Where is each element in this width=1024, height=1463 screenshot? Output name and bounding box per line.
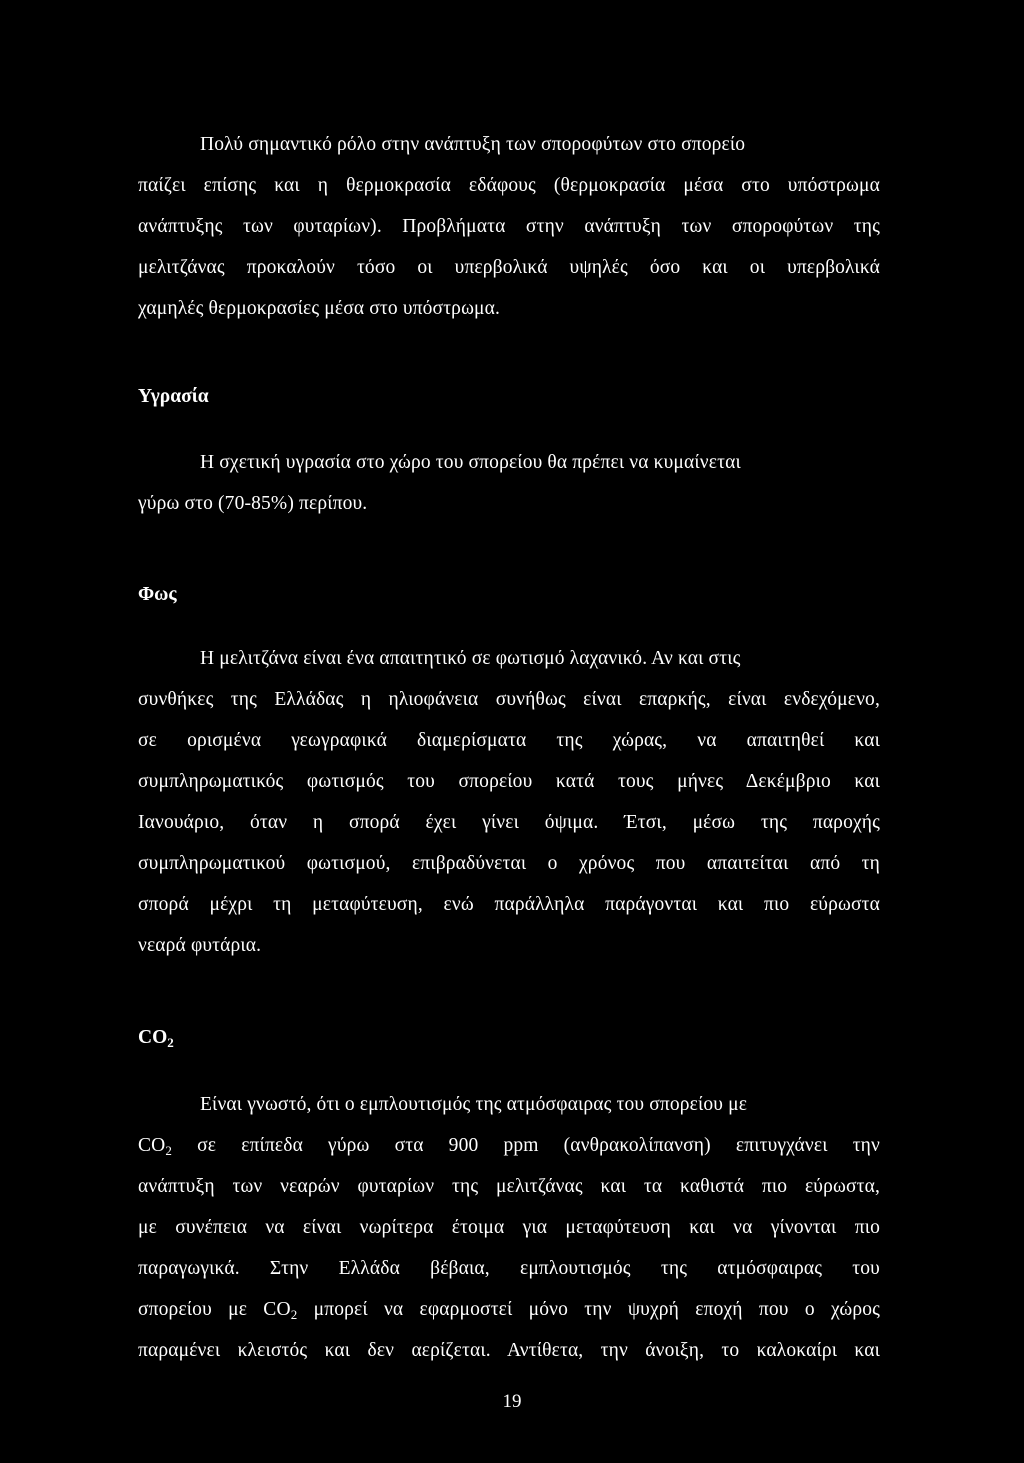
heading-co2-main: CO xyxy=(138,1027,168,1048)
text-line: χαμηλές θερμοκρασίες μέσα στο υπόστρωμα. xyxy=(138,298,501,319)
text-line: Η σχετική υγρασία στο χώρο του σπορείου θα πρέπει να κυμαίνεται xyxy=(200,452,741,473)
text-line: με συνέπεια να είναι νωρίτερα έτοιμα για μεταφύτευση και να γίνονται πιο xyxy=(138,1217,880,1238)
co2-formula: CO xyxy=(138,1135,166,1156)
co2-subscript: 2 xyxy=(290,1307,298,1322)
text-line xyxy=(138,1125,880,1166)
text-line: ανάπτυξης των φυταρίων). Προβλήματα στην ανάπτυξη των σποροφύτων της xyxy=(138,216,880,237)
paragraph-light xyxy=(138,638,880,966)
paragraph-co2 xyxy=(138,1084,880,1371)
text-fragment: σε επίπεδα γύρω στα 900 ppm (ανθρακολίπανση) επιτυγχάνει την xyxy=(172,1135,880,1156)
section-heading-co2 xyxy=(138,1017,174,1058)
text-line: νεαρά φυτάρια. xyxy=(138,935,262,956)
text-line: παραγωγικά. Στην Ελλάδα βέβαια, εμπλουτισμός της ατμόσφαιρας του xyxy=(138,1258,880,1279)
text-line: Η μελιτζάνα είναι ένα απαιτητικό σε φωτισμό λαχανικό. Αν και στις xyxy=(200,648,741,669)
text-line: παραμένει κλειστός και δεν αερίζεται. Αντίθετα, την άνοιξη, το καλοκαίρι και xyxy=(138,1340,880,1361)
page-number: 19 xyxy=(502,1391,522,1412)
text-line: μελιτζάνας προκαλούν τόσο οι υπερβολικά υψηλές όσο και οι υπερβολικά xyxy=(138,257,880,278)
text-fragment: μπορεί να εφαρμοστεί μόνο την ψυχρή εποχή που ο χώρος xyxy=(297,1299,880,1320)
text-line: συνθήκες της Ελλάδας η ηλιοφάνεια συνήθως είναι επαρκής, είναι ενδεχόμενο, xyxy=(138,689,880,710)
text-line: ανάπτυξη των νεαρών φυταρίων της μελιτζάνας και τα καθιστά πιο εύρωστα, xyxy=(138,1176,880,1197)
text-line: συμπληρωματικός φωτισμός του σπορείου κατά τους μήνες Δεκέμβριο και xyxy=(138,771,880,792)
text-line: συμπληρωματικού φωτισμού, επιβραδύνεται ο χρόνος που απαιτείται από τη xyxy=(138,853,880,874)
text-line: γύρω στο (70-85%) περίπου. xyxy=(138,493,368,514)
heading-co2-subscript: 2 xyxy=(167,1035,174,1050)
paragraph-temperature xyxy=(138,124,880,329)
text-fragment: σπορείου με CO xyxy=(138,1299,291,1320)
text-line: σπορά μέχρι τη μεταφύτευση, ενώ παράλληλα παράγονται και πιο εύρωστα xyxy=(138,894,880,915)
paragraph-humidity xyxy=(138,442,880,524)
section-heading-light: Φως xyxy=(138,584,177,605)
section-heading-humidity: Υγρασία xyxy=(138,386,209,407)
text-line: Πολύ σημαντικό ρόλο στην ανάπτυξη των σποροφύτων στο σπορείο xyxy=(200,134,746,155)
text-line: σε ορισμένα γεωγραφικά διαμερίσματα της χώρας, να απαιτηθεί και xyxy=(138,730,880,751)
text-line: Είναι γνωστό, ότι ο εμπλουτισμός της ατμόσφαιρας του σπορείου με xyxy=(200,1094,748,1115)
text-line: Ιανουάριο, όταν η σπορά έχει γίνει όψιμα. Έτσι, μέσω της παροχής xyxy=(138,812,880,833)
co2-subscript: 2 xyxy=(165,1143,173,1158)
text-line: παίζει επίσης και η θερμοκρασία εδάφους (θερμοκρασία μέσα στο υπόστρωμα xyxy=(138,175,880,196)
text-line xyxy=(138,1289,880,1330)
